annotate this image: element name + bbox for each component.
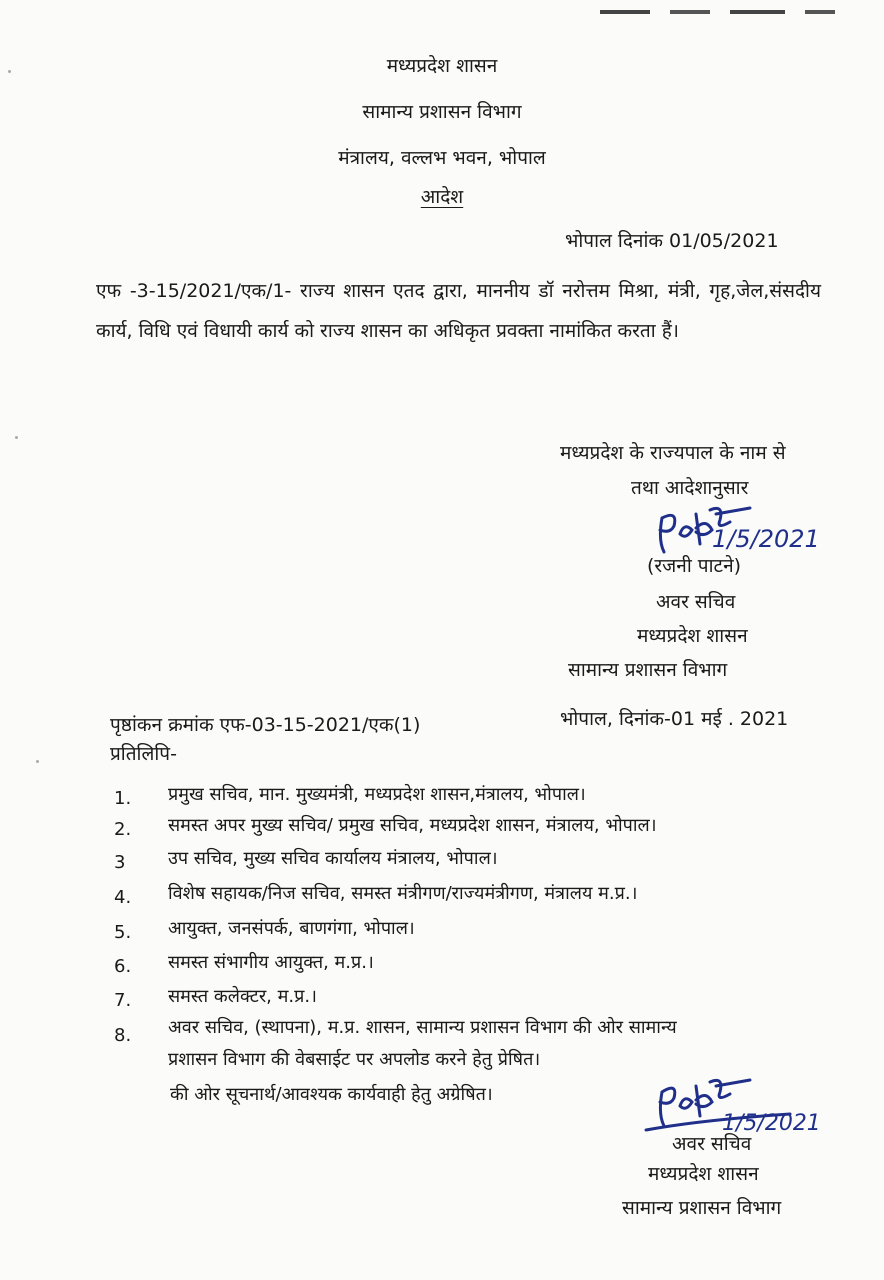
governor-name-line: मध्यप्रदेश के राज्यपाल के नाम से — [560, 442, 786, 464]
signature-date: 1/5/2021 — [712, 525, 820, 553]
list-item: विशेष सहायक/निज सचिव, समस्त मंत्रीगण/राज्यमंत्रीगण, मंत्रालय म.प्र.। — [168, 883, 638, 904]
order-date: भोपाल दिनांक 01/05/2021 — [565, 230, 779, 252]
list-item: अवर सचिव, (स्थापना), म.प्र. शासन, सामान्य प्रशासन विभाग की ओर सामान्य — [168, 1017, 677, 1038]
list-item: समस्त संभागीय आयुक्त, म.प्र.। — [168, 952, 374, 973]
signatory-name: (रजनी पाटने) — [647, 555, 742, 577]
as-per-order-line: तथा आदेशानुसार — [631, 477, 749, 499]
list-item: प्रमुख सचिव, मान. मुख्यमंत्री, मध्यप्रदेश शासन,मंत्रालय, भोपाल। — [168, 784, 586, 805]
copy-label: प्रतिलिपि- — [110, 743, 177, 765]
closing-line: की ओर सूचनार्थ/आवश्यक कार्यवाही हेतु अग्रेषित। — [170, 1084, 493, 1105]
signatory-org: मध्यप्रदेश शासन — [648, 1163, 759, 1185]
list-item-number: 3 — [114, 852, 126, 873]
signatory-designation: अवर सचिव — [672, 1133, 752, 1155]
list-item: उप सचिव, मुख्य सचिव कार्यालय मंत्रालय, भोपाल। — [168, 848, 498, 869]
list-item-number: 7. — [114, 990, 132, 1011]
list-item-number: 8. — [114, 1025, 132, 1046]
scan-edge-marks — [520, 0, 880, 18]
list-item: समस्त कलेक्टर, म.प्र.। — [168, 986, 317, 1007]
signatory-department: सामान्य प्रशासन विभाग — [622, 1197, 782, 1219]
scan-speck — [15, 436, 18, 439]
document-title: आदेश — [420, 186, 464, 208]
signatory-department: सामान्य प्रशासन विभाग — [568, 659, 728, 681]
signatory-org: मध्यप्रदेश शासन — [637, 625, 748, 647]
list-item-number: 2. — [114, 819, 132, 840]
list-item-number: 5. — [114, 922, 132, 943]
list-item-number: 4. — [114, 887, 132, 908]
list-item: समस्त अपर मुख्य सचिव/ प्रमुख सचिव, मध्यप्रदेश शासन, मंत्रालय, भोपाल। — [168, 815, 657, 836]
list-item-number: 1. — [114, 788, 132, 809]
signature-date: 1/5/2021 — [722, 1111, 821, 1136]
header-state: मध्यप्रदेश शासन — [386, 55, 498, 77]
endorsement-ref: पृष्ठांकन क्रमांक एफ-03-15-2021/एक(1) — [110, 714, 421, 736]
list-item: आयुक्त, जनसंपर्क, बाणगंगा, भोपाल। — [168, 918, 415, 939]
signatory-designation: अवर सचिव — [656, 591, 736, 613]
endorsement-date: भोपाल, दिनांक-01 मई . 2021 — [560, 708, 789, 730]
scan-speck — [36, 760, 39, 763]
header-address: मंत्रालय, वल्लभ भवन, भोपाल — [338, 147, 546, 169]
order-body: एफ -3-15/2021/एक/1- राज्य शासन एतद द्वारा, माननीय डॉ नरोत्तम मिश्रा, मंत्री, गृह,जेल,संसदीय कार्य, विधि एवं विधायी कार्य को राज्य शासन का अधिकृत प्रवक्ता नामांकित करता हैं। — [96, 280, 821, 342]
list-item-number: 6. — [114, 956, 132, 977]
header-department: सामान्य प्रशासन विभाग — [362, 101, 522, 123]
list-item-continuation: प्रशासन विभाग की वेबसाईट पर अपलोड करने हेतु प्रेषित। — [168, 1049, 541, 1070]
